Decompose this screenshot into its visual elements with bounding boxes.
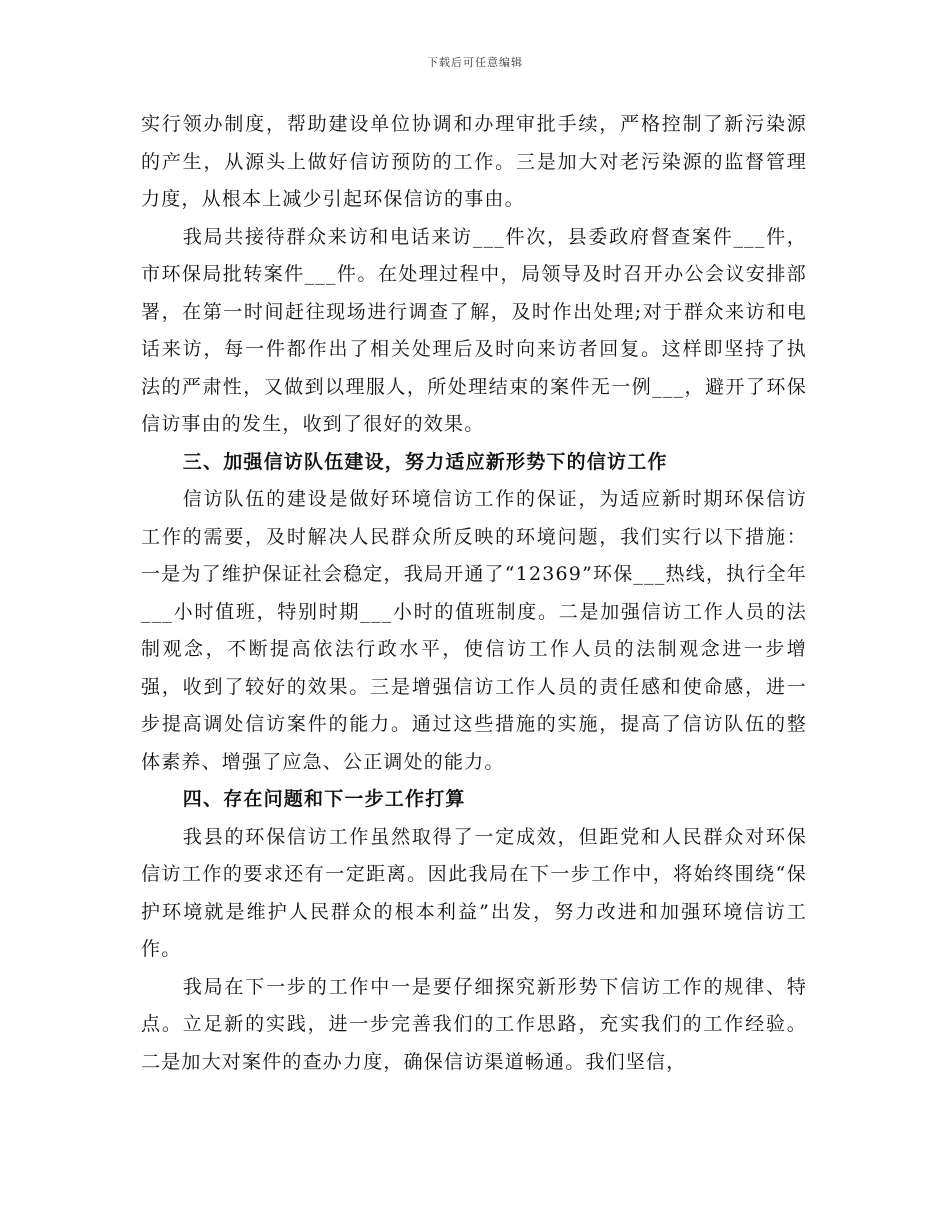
paragraph-2: 我局共接待群众来访和电话来访___件次，县委政府督查案件___件，市环保局批转案件___件。在处理过程中，局领导及时召开办公会议安排部署，在第一时间赶往现场进行调查了解，及时作出处理;对于群众来访和电话来访，每一件都作出了相关处理后及时向来访者回复。这样即坚持了执法的严肃性，又做到以理服人，所处理结束的案件无一例___，避开了环保信访事由的发生，收到了很好的效果。 — [141, 225, 807, 435]
page-header-note: 下载后可任意编辑 — [427, 56, 523, 69]
paragraph-4: 我县的环保信访工作虽然取得了一定成效，但距党和人民群众对环保信访工作的要求还有一定距离。因此我局在下一步工作中，将始终围绕“保护环境就是维护人民群众的根本利益”出发，努力改进和加强环境信访工作。 — [141, 825, 807, 960]
document-body — [141, 106, 807, 1081]
section-heading-4: 四、存在问题和下一步工作打算 — [182, 788, 466, 810]
paragraph-1: 实行领办制度，帮助建设单位协调和办理审批手续，严格控制了新污染源的产生，从源头上做好信访预防的工作。三是加大对老污染源的监督管理力度，从根本上减少引起环保信访的事由。 — [141, 113, 807, 210]
paragraph-3: 信访队伍的建设是做好环境信访工作的保证，为适应新时期环保信访工作的需要，及时解决人民群众所反映的环境问题，我们实行以下措施：一是为了维护保证社会稳定，我局开通了“12369”环保___热线，执行全年___小时值班，特别时期___小时的值班制度。二是加强信访工作人员的法制观念，不断提高依法行政水平，使信访工作人员的法制观念进一步增强，收到了较好的效果。三是增强信访工作人员的责任感和使命感，进一步提高调处信访案件的能力。通过这些措施的实施，提高了信访队伍的整体素养、增强了应急、公正调处的能力。 — [141, 488, 807, 773]
paragraph-5: 我局在下一步的工作中一是要仔细探究新形势下信访工作的规律、特点。立足新的实践，进一步完善我们的工作思路，充实我们的工作经验。二是加大对案件的查办力度，确保信访渠道畅通。我们坚信， — [141, 975, 807, 1073]
section-heading-3: 三、加强信访队伍建设，努力适应新形势下的信访工作 — [182, 450, 668, 473]
